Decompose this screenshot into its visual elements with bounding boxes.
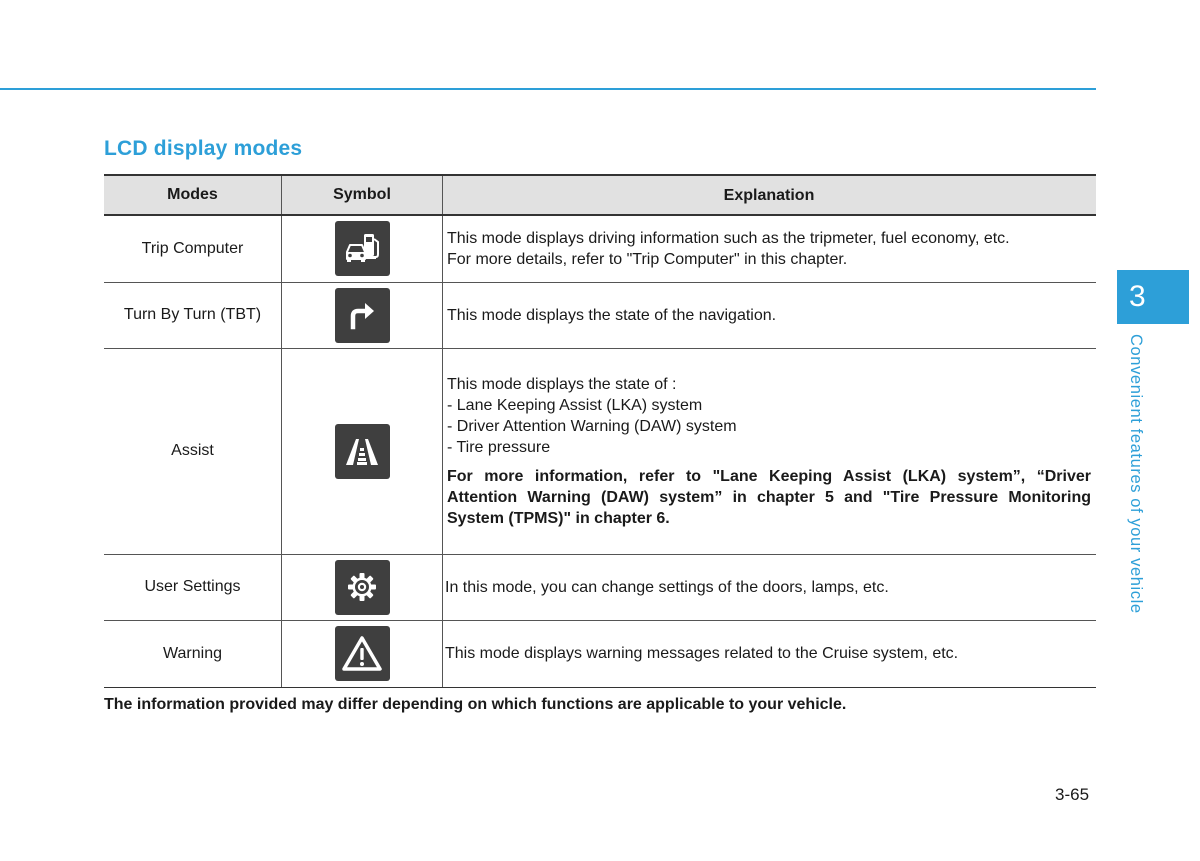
header-explanation: Explanation <box>443 175 1097 215</box>
explanation-line: This mode displays driving information such as the tripmeter, fuel economy, etc. <box>447 229 1010 247</box>
mode-name: User Settings <box>104 554 282 620</box>
top-rule <box>0 88 1096 90</box>
header-modes: Modes <box>104 175 282 215</box>
section-title: LCD display modes <box>104 137 303 160</box>
reference-note: For more information, refer to "Lane Keeping Assist (LKA) system”, “Driver Attention Warning (DAW) system” in chapter 5 and "Tire Pressure Monitoring System (TPMS)" in chapter 6. <box>447 467 1091 527</box>
turn-arrow-icon <box>335 288 390 343</box>
table-row <box>104 620 1096 687</box>
explanation-line: This mode displays the state of the navigation. <box>447 306 777 324</box>
trip-computer-icon <box>335 221 390 276</box>
explanation-line: - Driver Attention Warning (DAW) system <box>447 417 737 435</box>
explanation-line: For more details, refer to "Trip Computer" in this chapter. <box>447 250 848 268</box>
explanation-line: - Tire pressure <box>447 438 551 456</box>
explanation-line: This mode displays warning messages related to the Cruise system, etc. <box>445 645 959 662</box>
mode-name: Turn By Turn (TBT) <box>104 282 282 348</box>
explanation-line: This mode displays the state of : <box>447 375 677 393</box>
gear-icon <box>335 560 390 615</box>
table-row <box>104 215 1096 282</box>
footnote: The information provided may differ depending on which functions are applicable to your vehicle. <box>104 696 847 713</box>
header-symbol: Symbol <box>282 175 443 215</box>
display-modes-table <box>104 174 1096 688</box>
mode-name: Assist <box>104 348 282 554</box>
mode-name: Warning <box>104 620 282 687</box>
explanation-line: - Lane Keeping Assist (LKA) system <box>447 396 703 414</box>
mode-name: Trip Computer <box>104 215 282 282</box>
table-row <box>104 348 1096 554</box>
table-row <box>104 554 1096 620</box>
table-header-row <box>104 175 1096 215</box>
chapter-title: Convenient features of your vehicle <box>1127 334 1145 614</box>
page-number: 3-65 <box>1055 785 1090 804</box>
explanation-line: In this mode, you can change settings of the doors, lamps, etc. <box>445 578 889 596</box>
warning-triangle-icon <box>335 626 390 681</box>
table-row <box>104 282 1096 348</box>
lane-assist-icon <box>335 424 390 479</box>
chapter-tab: 3 <box>1117 270 1189 324</box>
